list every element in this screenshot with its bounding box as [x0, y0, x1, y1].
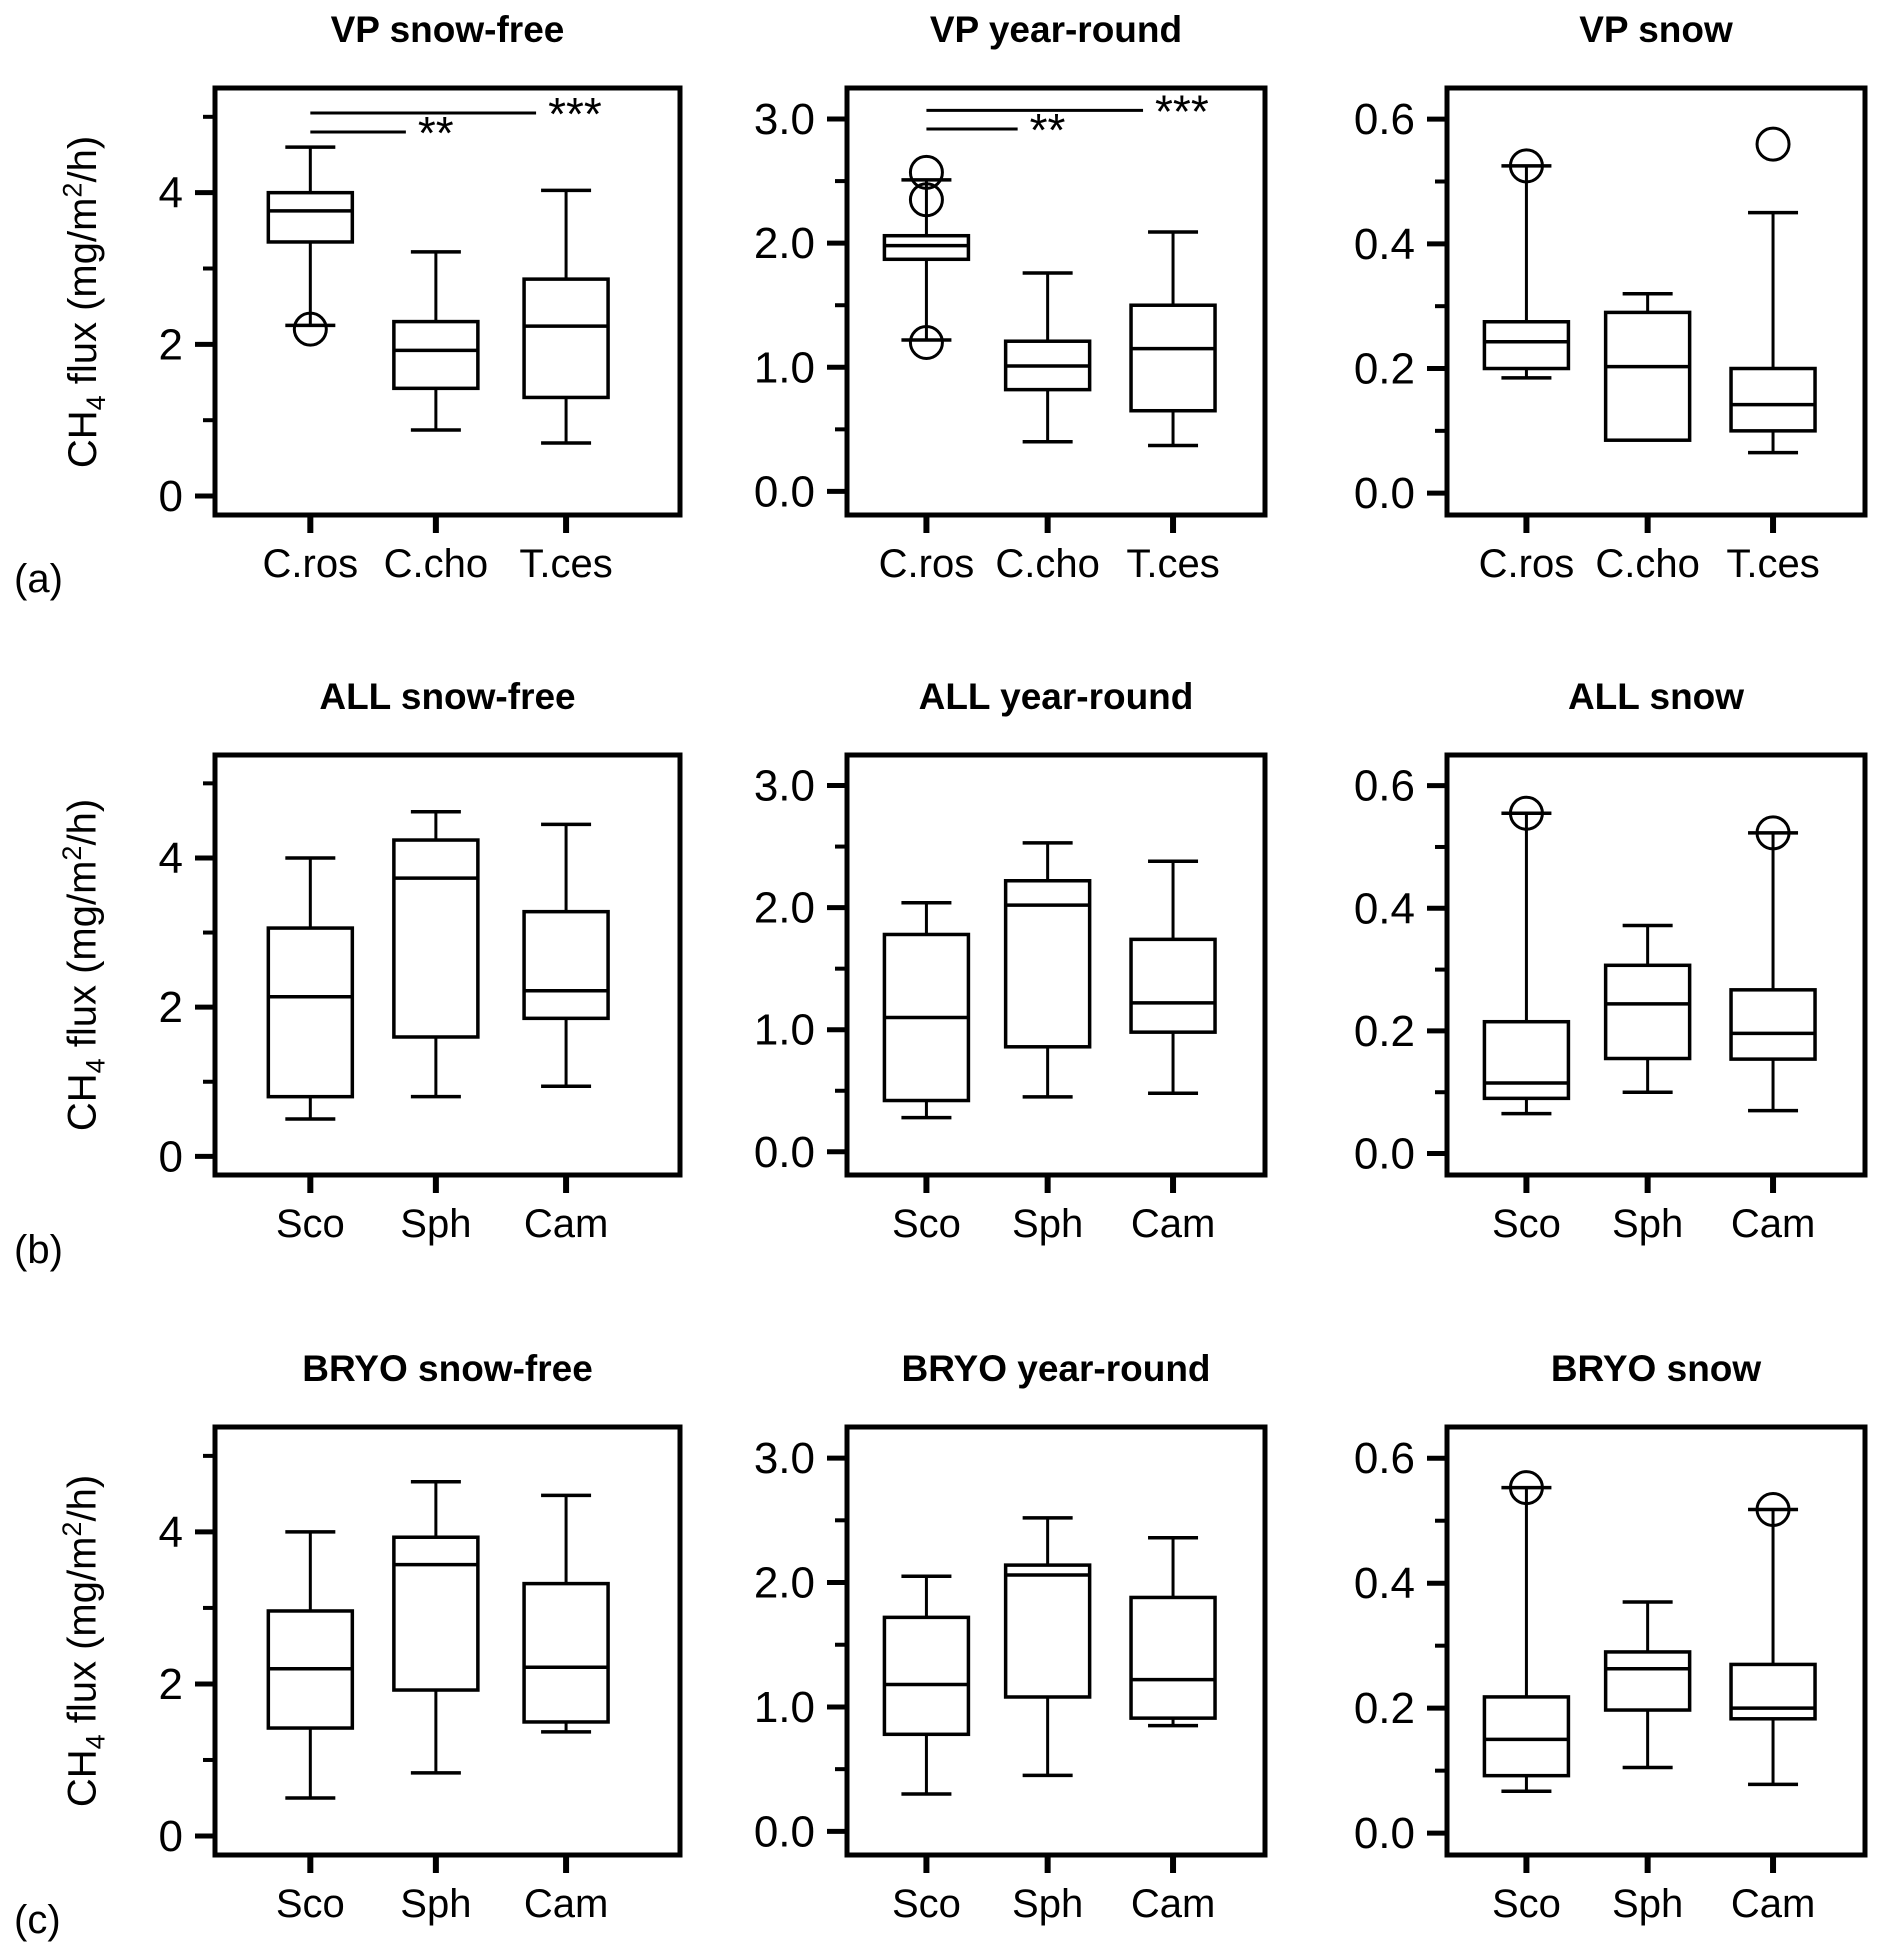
y-axis-tick-label: 2	[158, 320, 183, 370]
boxplot-bryo-snow-free	[158, 1427, 680, 1926]
interquartile-box	[524, 1584, 608, 1722]
y-axis-label-subscript: 4	[80, 1058, 111, 1074]
x-axis-category-label: Sco	[1491, 1202, 1561, 1246]
x-axis-category-label: Sco	[275, 1202, 345, 1246]
box-plot-ccho	[394, 252, 478, 430]
y-axis-tick-label: 2.0	[753, 883, 815, 933]
x-axis-category-label: Sco	[891, 1882, 961, 1926]
y-axis-tick-label: 0.2	[1353, 1684, 1415, 1734]
y-axis-tick-label: 4	[158, 168, 183, 218]
x-axis-category-label: Sph	[1012, 1882, 1084, 1926]
y-axis-tick-label: 3.0	[753, 761, 815, 811]
box-plot-cros	[1484, 150, 1568, 378]
box-plot-ccho	[1606, 294, 1690, 440]
y-axis-tick-label: 2.0	[753, 219, 815, 269]
interquartile-box	[1131, 305, 1215, 411]
outlier-marker	[1757, 128, 1789, 160]
interquartile-box	[884, 1617, 968, 1734]
box-plot-tces	[1131, 232, 1215, 446]
y-axis-tick-label: 0.0	[753, 467, 815, 517]
y-axis-tick-label: 0	[158, 472, 183, 522]
plot-title-vp-snow-free: VP snow-free	[330, 9, 565, 50]
x-axis-category-label: Sco	[275, 1882, 345, 1926]
x-axis-category-label: Sph	[1012, 1202, 1084, 1246]
x-axis-category-label: C.ros	[878, 542, 975, 586]
y-axis-label-text: flux (mg/m	[60, 197, 105, 395]
y-axis-label-text: /h)	[60, 798, 105, 846]
box-plot-sco	[1484, 1472, 1568, 1792]
significance-stars: ***	[548, 88, 602, 141]
boxplot-all-year-round	[753, 755, 1265, 1246]
box-plot-sph	[394, 812, 478, 1097]
x-axis-category-label: Sco	[1491, 1882, 1561, 1926]
y-axis-tick-label: 4	[158, 1507, 183, 1557]
box-plot-cam	[1731, 817, 1815, 1111]
y-axis-tick-label: 0.2	[1353, 1006, 1415, 1056]
x-axis-category-label: Sco	[891, 1202, 961, 1246]
box-plot-sco	[884, 903, 968, 1118]
boxplot-vp-year-round	[753, 85, 1265, 586]
interquartile-box	[1731, 1664, 1815, 1718]
interquartile-box	[1484, 322, 1568, 369]
y-axis-tick-label: 0.0	[1353, 469, 1415, 519]
interquartile-box	[1606, 965, 1690, 1058]
y-axis-label-text: CH	[60, 1073, 105, 1132]
x-axis-category-label: Cam	[1130, 1202, 1216, 1246]
y-axis-label-text: flux (mg/m	[60, 1536, 105, 1735]
box-plot-sco	[884, 1576, 968, 1794]
y-axis-tick-label: 0.0	[1353, 1129, 1415, 1179]
interquartile-box	[1131, 1597, 1215, 1718]
plot-title-bryo-year-round: BRYO year-round	[901, 1348, 1211, 1389]
interquartile-box	[1606, 1652, 1690, 1710]
boxplot-bryo-year-round	[753, 1427, 1265, 1926]
y-axis-tick-label: 4	[158, 833, 183, 883]
x-axis-category-label: Cam	[1730, 1882, 1816, 1926]
y-axis-label	[48, 88, 111, 515]
y-axis-label-subscript: 4	[80, 394, 111, 410]
y-axis-tick-label: 0.2	[1353, 344, 1415, 394]
y-axis-tick-label: 0.4	[1353, 219, 1415, 269]
y-axis-tick-label: 0.6	[1353, 761, 1415, 811]
x-axis-category-label: C.ros	[1478, 542, 1575, 586]
y-axis-label-text: /h)	[60, 1474, 105, 1522]
box-plot-cros	[268, 147, 352, 345]
y-axis-tick-label: 0.6	[1353, 95, 1415, 145]
x-axis-category-label: C.cho	[383, 542, 489, 586]
box-plot-cam	[1731, 1493, 1815, 1784]
interquartile-box	[1131, 939, 1215, 1032]
y-axis-tick-label: 0.0	[1353, 1809, 1415, 1859]
boxplot-all-snow-free	[158, 755, 680, 1246]
y-axis-label	[48, 1427, 111, 1855]
y-axis-label-subscript: 4	[80, 1734, 111, 1750]
box-plot-cam	[1131, 1538, 1215, 1726]
plot-title-bryo-snow: BRYO snow	[1550, 1348, 1762, 1389]
x-axis-category-label: Cam	[1130, 1882, 1216, 1926]
x-axis-category-label: T.ces	[1726, 542, 1820, 586]
box-plot-sph	[1006, 1518, 1090, 1776]
box-plot-cam	[524, 824, 608, 1086]
y-axis-tick-label: 2	[158, 1659, 183, 1709]
box-plot-sph	[1006, 843, 1090, 1097]
box-plot-sph	[1606, 925, 1690, 1092]
boxplot-bryo-snow	[1353, 1427, 1865, 1926]
y-axis-tick-label: 0	[158, 1811, 183, 1861]
x-axis-category-label: C.cho	[995, 542, 1100, 586]
x-axis-category-label: T.ces	[1126, 542, 1220, 586]
box-plot-cros	[884, 156, 968, 358]
plot-title-bryo-snow-free: BRYO snow-free	[302, 1348, 593, 1389]
x-axis-category-label: Cam	[1730, 1202, 1816, 1246]
y-axis-tick-label: 0.4	[1353, 1559, 1415, 1609]
y-axis-tick-label: 1.0	[753, 343, 815, 393]
box-plot-cam	[1131, 861, 1215, 1093]
x-axis-category-label: Cam	[523, 1882, 609, 1926]
y-axis-tick-label: 3.0	[753, 95, 815, 145]
box-plot-ccho	[1006, 273, 1090, 442]
interquartile-box	[1006, 1565, 1090, 1697]
box-plot-sph	[394, 1482, 478, 1773]
y-axis-label-text: CH	[60, 409, 105, 468]
interquartile-box	[1484, 1697, 1568, 1776]
box-plot-sco	[1484, 797, 1568, 1113]
interquartile-box	[394, 1537, 478, 1690]
y-axis-label-text: CH	[60, 1749, 105, 1808]
interquartile-box	[524, 912, 608, 1019]
boxplot-all-snow	[1353, 755, 1865, 1246]
y-axis-tick-label: 0.6	[1353, 1434, 1415, 1484]
box-plot-tces	[1731, 128, 1815, 453]
x-axis-category-label: Sph	[1612, 1882, 1684, 1926]
y-axis-label-superscript: 2	[57, 1521, 87, 1537]
interquartile-box	[394, 322, 478, 389]
plot-title-all-snow: ALL snow	[1567, 676, 1745, 717]
interquartile-box	[1484, 1022, 1568, 1099]
y-axis-label	[48, 755, 111, 1175]
y-axis-label-text: /h)	[60, 135, 105, 183]
interquartile-box	[1731, 369, 1815, 431]
box-plot-cam	[524, 1495, 608, 1731]
box-plot-tces	[524, 190, 608, 443]
interquartile-box	[884, 236, 968, 260]
x-axis-category-label: Sph	[400, 1882, 472, 1926]
y-axis-label-superscript: 2	[57, 182, 87, 198]
y-axis-label-text: flux (mg/m	[60, 860, 105, 1059]
plot-frame	[1447, 88, 1865, 515]
box-plot-sph	[1606, 1602, 1690, 1768]
row-label-c: (c)	[14, 1898, 61, 1942]
x-axis-category-label: C.ros	[262, 542, 359, 586]
plot-title-all-year-round: ALL year-round	[918, 676, 1194, 717]
y-axis-tick-label: 2	[158, 983, 183, 1033]
row-label-b: (b)	[14, 1228, 63, 1272]
significance-stars: ***	[1155, 85, 1209, 138]
interquartile-box	[1731, 990, 1815, 1059]
y-axis-tick-label: 1.0	[753, 1682, 815, 1732]
x-axis-category-label: Sph	[1612, 1202, 1684, 1246]
y-axis-tick-label: 0.4	[1353, 884, 1415, 934]
y-axis-tick-label: 1.0	[753, 1005, 815, 1055]
y-axis-tick-label: 0	[158, 1132, 183, 1182]
y-axis-tick-label: 2.0	[753, 1558, 815, 1608]
interquartile-box	[268, 193, 352, 242]
row-label-a: (a)	[14, 557, 63, 601]
box-plot-sco	[268, 858, 352, 1119]
interquartile-box	[394, 840, 478, 1037]
interquartile-box	[1606, 312, 1690, 440]
x-axis-category-label: T.ces	[519, 542, 613, 586]
x-axis-category-label: C.cho	[1595, 542, 1700, 586]
y-axis-tick-label: 0.0	[753, 1807, 815, 1857]
y-axis-tick-label: 0.0	[753, 1127, 815, 1177]
x-axis-category-label: Sph	[400, 1202, 472, 1246]
boxplot-vp-snow-free	[158, 88, 680, 586]
interquartile-box	[524, 279, 608, 397]
y-axis-label-superscript: 2	[57, 845, 87, 861]
boxplot-vp-snow	[1353, 88, 1865, 586]
significance-stars: **	[1029, 103, 1066, 156]
plot-title-all-snow-free: ALL snow-free	[319, 676, 576, 717]
y-axis-tick-label: 3.0	[753, 1434, 815, 1484]
significance-stars: **	[417, 106, 454, 159]
box-plot-sco	[268, 1532, 352, 1798]
plot-title-vp-snow: VP snow	[1579, 9, 1733, 50]
plot-title-vp-year-round: VP year-round	[929, 9, 1183, 50]
x-axis-category-label: Cam	[523, 1202, 609, 1246]
interquartile-box	[268, 928, 352, 1097]
